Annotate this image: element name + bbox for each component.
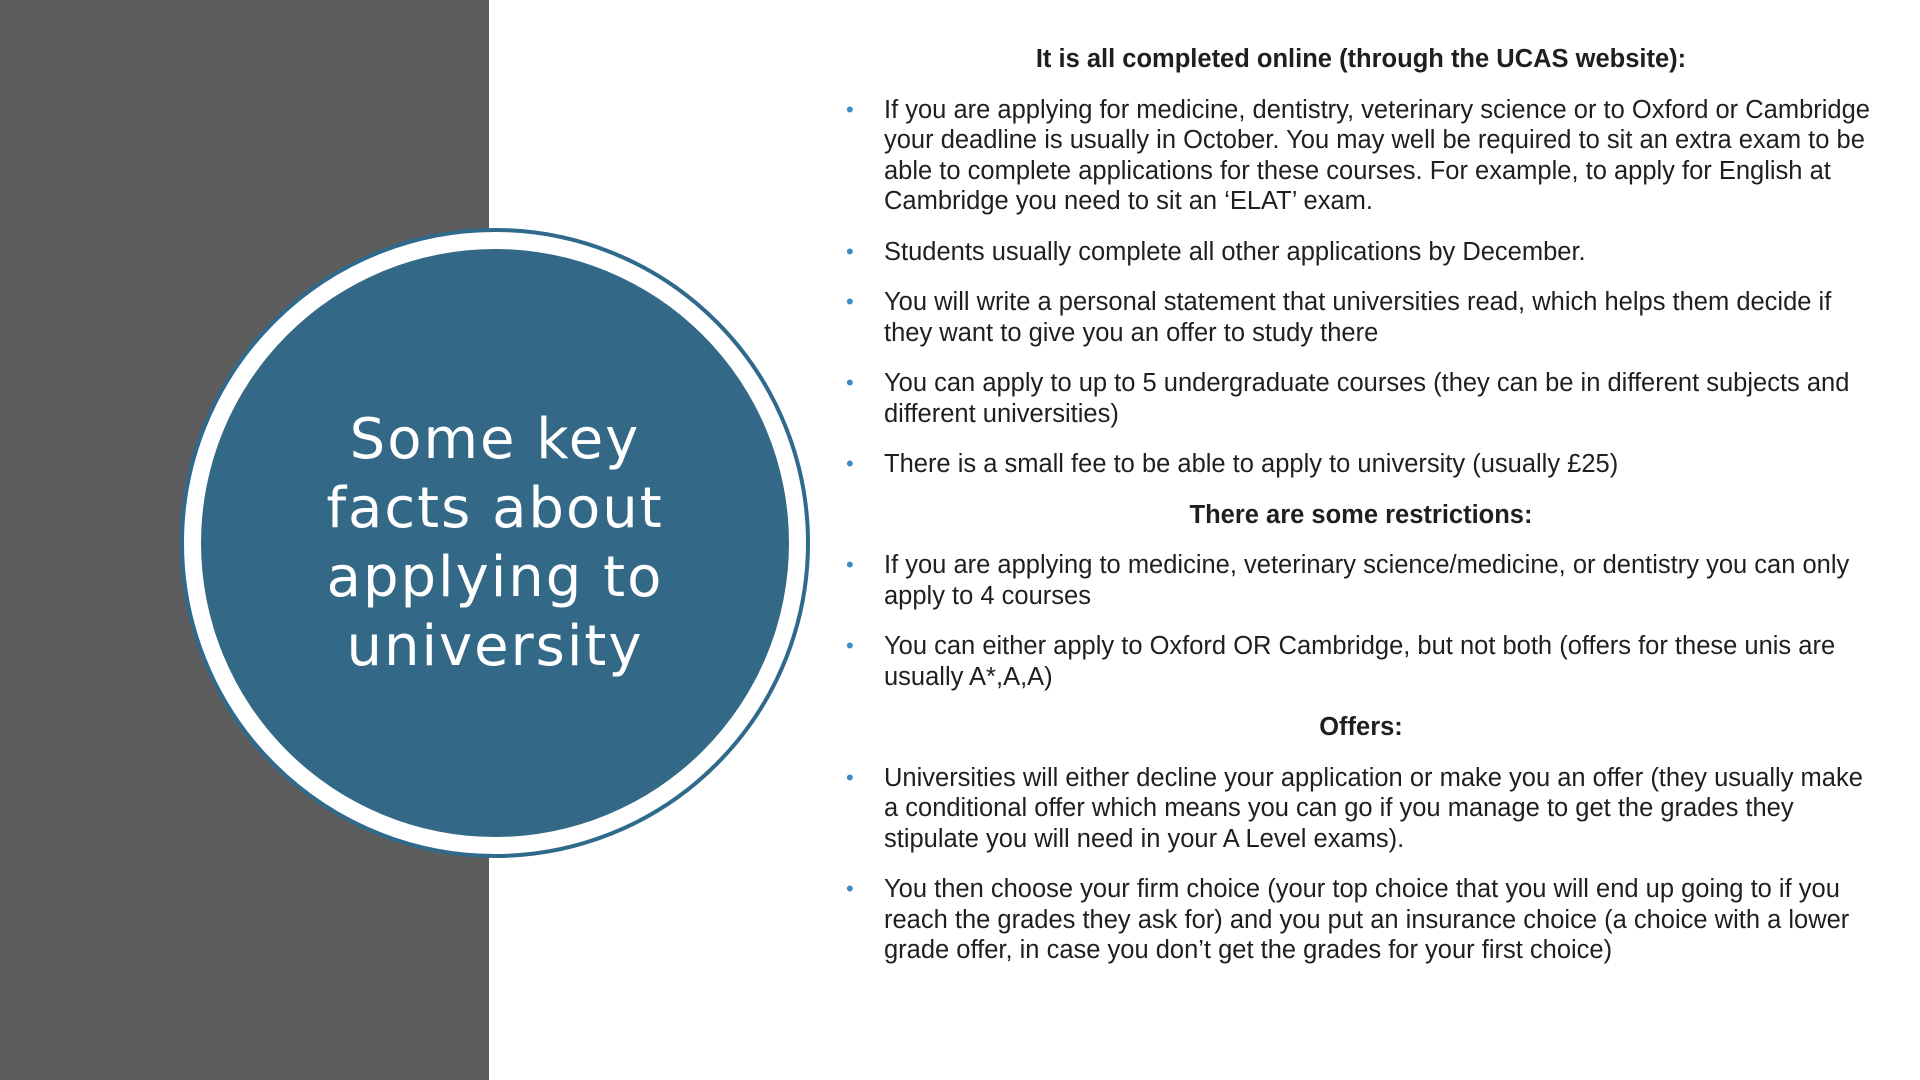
bullet-list-offers <box>846 763 1876 966</box>
bullet-dot-icon: • <box>846 552 854 577</box>
bullet-dot-icon: • <box>846 876 854 901</box>
bullet-item <box>846 631 1876 692</box>
bullet-item <box>846 237 1876 268</box>
bullet-text: You can apply to up to 5 undergraduate courses (they can be in different subjects and different universities) <box>884 369 1850 428</box>
bullet-item <box>846 763 1876 855</box>
section-heading-online: It is all completed online (through the UCAS website): <box>1035 45 1687 73</box>
bullet-text: There is a small fee to be able to apply to university (usually £25) <box>884 450 1619 478</box>
bullet-dot-icon: • <box>846 96 854 122</box>
bullet-dot-icon: • <box>846 633 854 658</box>
bullet-text: Students usually complete all other applications by December. <box>884 237 1586 266</box>
section-online <box>846 44 1876 480</box>
bullet-dot-icon: • <box>846 370 854 395</box>
title-circle <box>201 249 789 837</box>
bullet-text: If you are applying for medicine, dentistry, veterinary science or to Oxford or Cambridge your deadline is usually in October. You may well be required to sit an extra exam to be able to complete applications for these courses. For example, to apply for English at Cambridge you need to sit an ‘ELAT’ exam. <box>884 95 1870 215</box>
bullet-list-online <box>846 95 1876 480</box>
content-area <box>846 44 1876 986</box>
bullet-dot-icon: • <box>846 764 854 790</box>
section-offers <box>846 712 1876 966</box>
section-heading-offers: Offers: <box>1319 713 1403 741</box>
bullet-item <box>846 95 1876 217</box>
bullet-dot-icon: • <box>846 238 854 264</box>
bullet-list-restrictions <box>846 550 1876 692</box>
section-restrictions <box>846 500 1876 693</box>
section-heading-restrictions: There are some restrictions: <box>1189 500 1533 529</box>
bullet-item <box>846 287 1876 348</box>
slide-title: Some key facts about applying to university <box>326 407 664 679</box>
bullet-text: You then choose your firm choice (your top choice that you will end up going to if you reach the grades they ask for) and you put an insurance choice (a choice with a lower grade offer, in case you don’t get the grades for your first choice) <box>884 875 1850 964</box>
bullet-item <box>846 449 1876 480</box>
bullet-text: Universities will either decline your application or make you an offer (they usually make a conditional offer which means you can go if you manage to get the grades they stipulate you will need in your A Level exams). <box>884 763 1863 853</box>
bullet-text: You will write a personal statement that universities read, which helps them decide if they want to give you an offer to study there <box>884 288 1832 347</box>
bullet-text: If you are applying to medicine, veterinary science/medicine, or dentistry you can only apply to 4 courses <box>884 551 1850 610</box>
bullet-item <box>846 874 1876 966</box>
bullet-item <box>846 550 1876 611</box>
bullet-item <box>846 368 1876 429</box>
bullet-text: You can either apply to Oxford OR Cambridge, but not both (offers for these unis are usually A*,A,A) <box>884 632 1836 691</box>
bullet-dot-icon: • <box>846 289 854 314</box>
bullet-dot-icon: • <box>846 451 854 476</box>
